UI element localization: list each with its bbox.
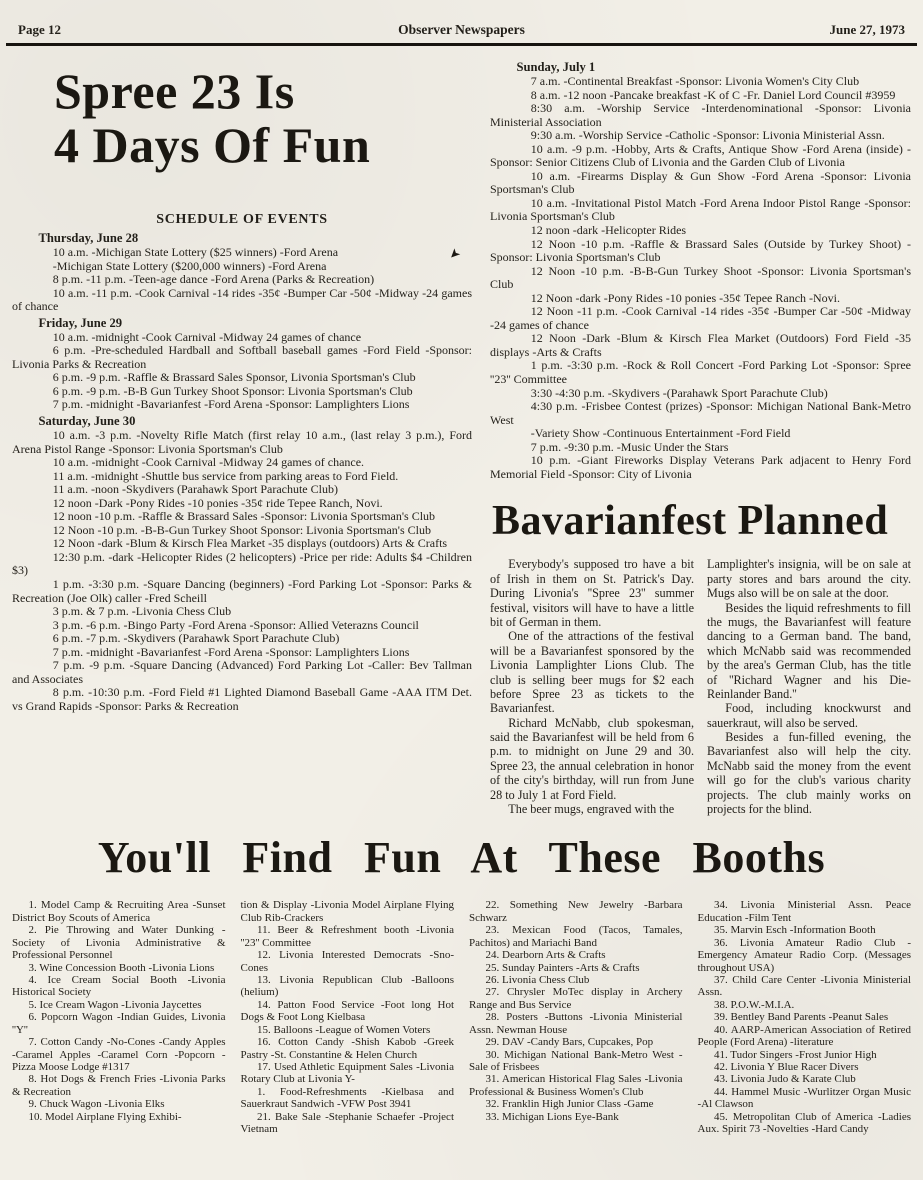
booth-item: 30. Michigan National Bank-Metro West -Sale of Frisbees (469, 1048, 683, 1073)
booth-item: 38. P.O.W.-M.I.A. (714, 998, 795, 1011)
schedule-event-line: 11 a.m. -midnight -Shuttle bus service from parking areas to Ford Field. (52, 468, 399, 483)
booths-headline: You'll Find Fun At These Booths (97, 833, 826, 883)
schedule-event-line: 10 a.m. -Invitational Pistol Match -Ford Arena Indoor Pistol Range -Sponsor: Livonia Sportsman's Club (490, 195, 911, 224)
schedule-event-line: 10 a.m. -3 p.m. -Novelty Rifle Match (first relay 10 a.m., (last relay 3 p.m.), Ford Arena Pistol Range -Sponsor: Livonia Sportsman's Club (12, 428, 472, 456)
schedule-day-heading: Saturday, June 30 (38, 414, 136, 429)
left-column (12, 58, 472, 816)
booth-item: 11. Beer & Refreshment booth -Livonia ''23'' Committee (240, 924, 454, 949)
booth-item: 16. Cotton Candy -Shish Kabob -Greek Pastry -St. Constantine & Helen Church (240, 1036, 454, 1061)
booth-item: 4. Ice Cream Social Booth -Livonia Historical Society (12, 973, 226, 999)
booth-item: 35. Marvin Esch -Information Booth (714, 924, 876, 937)
booths-column-2 (241, 899, 455, 1135)
article-paragraph: One of the attractions of the festival will be a Bavarianfest sponsored by the Livonia Lamplighter Lions Club. The club is selling beer mugs for $2 each before Spree 23 as tickets to the Bavarianfest. (490, 629, 694, 716)
schedule-event-line: 1 p.m. -3:30 p.m. -Square Dancing (beginners) -Ford Parking Lot -Sponsor: Parks & Recreation (Joe Olk) caller -Fred Scheill (12, 577, 472, 605)
schedule-event-line: 11 a.m. -noon -Skydivers (Parahawk Sport Parachute Club) (52, 482, 338, 497)
schedule-event-line: 4:30 p.m. -Frisbee Contest (prizes) -Sponsor: Michigan National Bank-Metro West (490, 399, 911, 427)
schedule-event-line: 12 Noon -10 p.m. -Raffle & Brassard Sales (Outside by Turkey Shoot) -Sponsor: Livonia Sportsman's Club (490, 236, 911, 265)
schedule-event-line: 8 a.m. -12 noon -Pancake breakfast -K of C -Fr. Daniel Lord Council #3959 (530, 87, 896, 102)
booth-item: 37. Child Care Center -Livonia Ministerial Assn. (697, 973, 911, 999)
article-paragraph: Lamplighter's insignia, will be on sale at party stores and bars around the city. Mugs also will be on sale at the door. (707, 557, 911, 601)
booths-section (0, 816, 923, 1135)
booth-item: 13. Livonia Republican Club -Balloons (helium) (240, 973, 454, 999)
booth-item: 8. Hot Dogs & French Fries -Livonia Parks & Recreation (12, 1073, 226, 1098)
issue-date: June 27, 1973 (829, 22, 905, 37)
booth-item: 26. Livonia Chess Club (485, 973, 590, 986)
booth-item: 17. Used Athletic Equipment Sales -Livonia Rotary Club at Livonia Y- (240, 1060, 454, 1086)
right-column (490, 58, 911, 816)
booth-item: 12. Livonia Interested Democrats -Sno-Cones (240, 949, 454, 974)
schedule-event-line: 7 a.m. -Continental Breakfast -Sponsor: Livonia Women's City Club (530, 74, 860, 88)
schedule-event-line: 7 p.m. -midnight -Bavarianfest -Ford Arena -Sponsor: Lamplighters Lions (52, 644, 410, 659)
schedule-event-line: 3 p.m. -6 p.m. -Bingo Party -Ford Arena -Sponsor: Allied Veterazns Council (52, 617, 419, 632)
booth-item: 27. Chrysler MoTec display in Archery Range and Bus Service (469, 986, 683, 1011)
booth-item: 14. Patton Food Service -Foot long Hot Dogs & Foot Long Kielbasa (240, 998, 454, 1024)
booth-item: 44. Hammel Music -Wurlitzer Organ Music -Al Clawson (697, 1085, 911, 1111)
booth-item: 6. Popcorn Wagon -Indian Guides, Livonia ''Y'' (12, 1011, 226, 1036)
schedule-event-line: 10 a.m. -9 p.m. -Hobby, Arts & Crafts, Antique Show -Ford Arena (inside) -Sponsor: Senior Citizens Club of Livonia and the Garden Club of Livonia (490, 141, 911, 170)
schedule-event-line: 3 p.m. & 7 p.m. -Livonia Chess Club (52, 604, 232, 619)
booth-item: 25. Sunday Painters -Arts & Crafts (485, 961, 640, 974)
article-column-1 (490, 557, 694, 816)
booth-item: 21. Bake Sale -Stephanie Schaefer -Project Vietnam (240, 1110, 454, 1136)
schedule-event-line: 12 noon -10 p.m. -Raffle & Brassard Sales -Sponsor: Livonia Sportsman's Club (52, 509, 436, 524)
booth-item: 42. Livonia Y Blue Racer Divers (714, 1060, 859, 1073)
masthead (0, 0, 923, 43)
schedule-event-line: -Variety Show -Continuous Entertainment -Ford Field (530, 426, 791, 441)
schedule-event-line: 8:30 a.m. -Worship Service -Interdenominational -Sponsor: Livonia Ministerial Association (490, 101, 911, 129)
schedule-day-heading: Sunday, July 1 (516, 60, 596, 74)
booth-item: 2. Pie Throwing and Water Dunking -Society of Livonia Administrative & Professional Personnel (12, 924, 226, 962)
schedule-day-heading: Thursday, June 28 (38, 231, 139, 245)
schedule-event-line: 12 noon -dark -Helicopter Rides (530, 223, 687, 238)
main-headline-line-2: 4 Days Of Fun (54, 117, 371, 173)
schedule-event-line: 8 p.m. -10:30 p.m. -Ford Field #1 Lighted Diamond Baseball Game -AAA ITM Det. vs Grand Rapids -Sponsor: Parks & Recreation (12, 685, 472, 713)
schedule-event-line: 7 p.m. -9 p.m. -Square Dancing (Advanced) Ford Parking Lot -Caller: Bev Tallman and Associates (12, 658, 472, 686)
booth-item: 45. Metropolitan Club of America -Ladies Aux. Spirit 73 -Novelties -Hard Candy (697, 1110, 911, 1136)
top-section (0, 46, 923, 816)
schedule-event-line: 9:30 a.m. -Worship Service -Catholic -Sponsor: Livonia Ministerial Assn. (530, 128, 885, 143)
newspaper-name: Observer Newspapers (398, 22, 525, 37)
booth-item: 24. Dearborn Arts & Crafts (485, 949, 606, 962)
article-paragraph: The beer mugs, engraved with the (508, 802, 675, 817)
booth-item: 31. American Historical Flag Sales -Livonia Professional & Business Women's Club (469, 1073, 683, 1098)
schedule-event-line: -Michigan State Lottery ($200,000 winners) -Ford Arena (52, 258, 327, 273)
article-paragraph: Food, including knockwurst and sauerkraut, will also be served. (707, 701, 911, 730)
booths-column-4 (698, 899, 912, 1135)
schedule-event-line: 6 p.m. -9 p.m. -Raffle & Brassard Sales Sponsor, Livonia Sportsman's Club (52, 370, 416, 385)
booth-item: 33. Michigan Lions Eye-Bank (485, 1110, 619, 1123)
booth-item: 1. Food-Refreshments -Kielbasa and Sauerkraut Sandwich -VFW Post 3941 (240, 1085, 454, 1111)
schedule-event-line: 6 p.m. -7 p.m. -Skydivers (Parahawk Sport Parachute Club) (52, 631, 340, 646)
booth-item: 5. Ice Cream Wagon -Livonia Jaycettes (28, 998, 202, 1011)
main-headline-line-1: Spree 23 Is (54, 63, 295, 119)
schedule-event-line: 12 Noon -Dark -Blum & Kirsch Flea Market (Outdoors) Ford Field -35 displays -Arts & Crafts (490, 331, 911, 359)
schedule-event-line: 12 Noon -dark -Pony Rides -10 ponies -35¢ Tepee Ranch -Novi. (530, 290, 841, 305)
booth-item: 40. AARP-American Association of Retired People (Ford Arena) -literature (697, 1023, 911, 1049)
schedule-right-days (490, 60, 911, 481)
booth-item: 28. Posters -Buttons -Livonia Ministerial Assn. Newman House (469, 1011, 683, 1036)
main-headline (54, 64, 472, 172)
booth-item: 23. Mexican Food (Tacos, Tamales, Pachitos) and Mariachi Band (469, 924, 683, 949)
article-column-2 (707, 557, 911, 816)
schedule-event-line: 12 Noon -10 p.m. -B-B-Gun Turkey Shoot Sponsor: Livonia Sportsman's Club (52, 522, 431, 537)
schedule-event-line: 10 a.m. -midnight -Cook Carnival -Midway 24 games of chance. (52, 455, 365, 470)
pointer-artifact-icon: ➤ (445, 245, 464, 264)
booths-column-3 (469, 899, 683, 1135)
booth-item: 15. Balloons -League of Women Voters (257, 1023, 431, 1036)
schedule-event-line: 12 Noon -11 p.m. -Cook Carnival -14 rides -35¢ -Bumper Car -50¢ -Midway -24 games of chance (490, 304, 911, 332)
schedule-event-line: 7 p.m. -midnight -Bavarianfest -Ford Arena -Sponsor: Lamplighters Lions (52, 397, 410, 412)
booth-item: 36. Livonia Amateur Radio Club -Emergency Amateur Radio Corp. (Messages throughout USA) (697, 936, 911, 974)
booth-item: 39. Bentley Band Parents -Peanut Sales (714, 1011, 889, 1024)
booths-columns (12, 899, 911, 1135)
booth-item: 41. Tudor Singers -Frost Junior High (714, 1048, 877, 1061)
bavarianfest-article (490, 557, 911, 816)
article-paragraph: Everybody's supposed tro have a bit of Irish in them on St. Patrick's Day. During Livonia's ''Spree 23'' summer festival, visitors will have to have a little bit of German in them. (490, 557, 694, 629)
booth-item: tion & Display -Livonia Model Airplane Flying Club Rib-Crackers (240, 899, 454, 924)
schedule-left-days (12, 231, 472, 714)
booth-item: 29. DAV -Candy Bars, Cupcakes, Pop (485, 1036, 654, 1049)
booth-item: 10. Model Airplane Flying Exhibi- (28, 1110, 182, 1123)
booth-item: 7. Cotton Candy -No-Cones -Candy Apples -Caramel Apples -Caramel Corn -Popcorn -Pizza Moose Lodge #1317 (12, 1036, 226, 1073)
schedule-event-line: 12 Noon -dark -Blum & Kirsch Flea Market -35 displays (outdoors) Arts & Crafts (52, 536, 448, 551)
schedule-event-line: 10 a.m. -11 p.m. -Cook Carnival -14 rides -35¢ -Bumper Car -50¢ -Midway -24 games of chance (12, 285, 472, 314)
schedule-event-line: 12 noon -Dark -Pony Rides -10 ponies -35¢ ride Tepee Ranch, Novi. (52, 495, 383, 510)
booth-item: 1. Model Camp & Recruiting Area -Sunset District Boy Scouts of America (12, 899, 226, 924)
schedule-day-heading: Friday, June 29 (38, 315, 123, 330)
schedule-title: SCHEDULE OF EVENTS (156, 212, 328, 227)
article-paragraph: Besides a fun-filled evening, the Bavarianfest also will help the city. McNabb said the money from the event will go for the club's various charity projects. The club mainly works on projects for the blind. (707, 730, 911, 817)
booth-item: 22. Something New Jewelry -Barbara Schwarz (469, 899, 683, 924)
schedule-event-line: 10 p.m. -Giant Fireworks Display Veterans Park adjacent to Henry Ford Memorial Field -Sponsor: City of Livonia (490, 453, 911, 481)
booth-item: 32. Franklin High Junior Class -Game (485, 1098, 654, 1111)
article-paragraph: Besides the liquid refreshments to fill the mugs, the Bavarianfest will feature dancing to a German band. The band, which McNabb said was recommended by the area's German Club, has the title of ''Richard Wagner and his Die-Reinlander Band.'' (707, 600, 911, 701)
schedule-event-line: 3:30 -4:30 p.m. -Skydivers -(Parahawk Sport Parachute Club) (530, 385, 828, 400)
booth-item: 9. Chuck Wagon -Livonia Elks (28, 1098, 165, 1111)
booths-column-1 (12, 899, 226, 1135)
schedule-event-line: 12:30 p.m. -dark -Helicopter Rides (2 helicopters) -Price per ride: Adults $4 -Children $3) (12, 549, 472, 578)
schedule-event-line: 7 p.m. -9:30 p.m. -Music Under the Stars (530, 439, 729, 454)
schedule-event-line: 6 p.m. -Pre-scheduled Hardball and Softball baseball games -Ford Field -Sponsor: Livonia Parks & Recreation (12, 343, 472, 371)
schedule-event-line: 10 a.m. -Michigan State Lottery ($25 winners) -Ford Arena (52, 245, 339, 259)
article-paragraph: Richard McNabb, club spokesman, said the Bavarianfest will be held from 6 p.m. to midnight on June 29 and 30. Spree 23, the annual celebration in honor of the city's birthday, will run from June 28 to July 1 at Ford Field. (490, 715, 694, 802)
schedule-event-line: 1 p.m. -3:30 p.m. -Rock & Roll Concert -Ford Parking Lot -Sponsor: Spree ''23'' Committee (490, 358, 911, 387)
schedule-event-line: 12 Noon -10 p.m. -B-B-Gun Turkey Shoot -Sponsor: Livonia Sportsman's Club (490, 263, 911, 292)
booth-item: 3. Wine Concession Booth -Livonia Lions (28, 961, 215, 974)
schedule-event-line: 8 p.m. -11 p.m. -Teen-age dance -Ford Arena (Parks & Recreation) (52, 272, 375, 287)
schedule-event-line: 6 p.m. -9 p.m. -B-B Gun Turkey Shoot Sponsor: Livonia Sportsman's Club (52, 383, 413, 398)
page-number: Page 12 (18, 22, 61, 37)
schedule-event-line: 10 a.m. -Firearms Display & Gun Show -Ford Arena -Sponsor: Livonia Sportsman's Club (490, 168, 911, 197)
booth-item: 34. Livonia Ministerial Assn. Peace Education -Film Tent (697, 899, 911, 924)
booth-item: 43. Livonia Judo & Karate Club (714, 1073, 856, 1086)
schedule-event-line: 10 a.m. -midnight -Cook Carnival -Midway 24 games of chance (52, 329, 362, 344)
bavarianfest-headline: Bavarianfest Planned (492, 498, 889, 545)
